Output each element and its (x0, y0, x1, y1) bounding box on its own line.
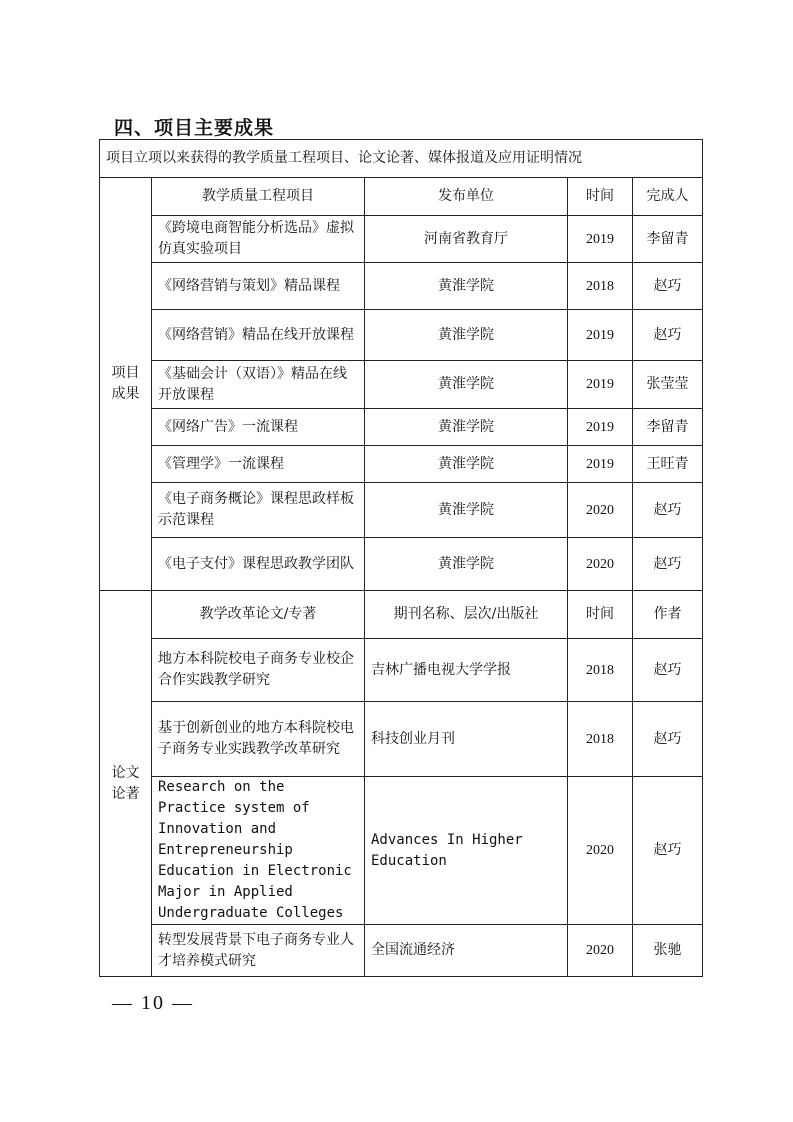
project-person: 王旺青 (633, 446, 703, 483)
table-row (100, 310, 703, 361)
paper-author: 赵巧 (633, 639, 703, 702)
project-year: 2020 (568, 538, 633, 591)
paper-title: 基于创新创业的地方本科院校电子商务专业实践教学改革研究 (152, 702, 365, 777)
project-year: 2020 (568, 483, 633, 538)
paper-year: 2018 (568, 639, 633, 702)
project-year: 2019 (568, 446, 633, 483)
paper-title: 地方本科院校电子商务专业校企合作实践教学研究 (152, 639, 365, 702)
project-unit: 黄淮学院 (365, 538, 568, 591)
header-unit: 发布单位 (365, 178, 568, 216)
project-person: 赵巧 (633, 483, 703, 538)
project-person: 赵巧 (633, 310, 703, 361)
table-row (100, 777, 703, 925)
section2-label: 论文 论著 (100, 591, 152, 977)
project-person: 赵巧 (633, 538, 703, 591)
header-author: 作者 (633, 591, 703, 639)
project-person: 李留青 (633, 409, 703, 446)
header-time: 时间 (568, 178, 633, 216)
project-person: 赵巧 (633, 263, 703, 310)
table-row (100, 446, 703, 483)
table-row (100, 483, 703, 538)
project-title: 《网络营销》精品在线开放课程 (152, 310, 365, 361)
section-heading: 四、项目主要成果 (114, 117, 275, 139)
header-paper: 教学改革论文/专著 (152, 591, 365, 639)
project-title: 《电子支付》课程思政教学团队 (152, 538, 365, 591)
paper-year: 2018 (568, 702, 633, 777)
paper-title: Research on the Practice system of Innovation and Entrepreneurship Education in Electronic Major in Applied Undergraduate Colleges (152, 777, 365, 925)
paper-author: 赵巧 (633, 702, 703, 777)
paper-journal: Advances In Higher Education (365, 777, 568, 925)
project-title: 《管理学》一流课程 (152, 446, 365, 483)
intro-row (100, 140, 703, 178)
project-unit: 黄淮学院 (365, 409, 568, 446)
paper-author: 赵巧 (633, 777, 703, 925)
project-title: 《基础会计（双语）》精品在线开放课程 (152, 361, 365, 409)
paper-journal: 科技创业月刊 (365, 702, 568, 777)
project-unit: 河南省教育厅 (365, 216, 568, 263)
table-row (100, 409, 703, 446)
project-title: 《网络营销与策划》精品课程 (152, 263, 365, 310)
intro-text: 项目立项以来获得的教学质量工程项目、论文论著、媒体报道及应用证明情况 (100, 140, 703, 178)
project-unit: 黄淮学院 (365, 310, 568, 361)
section2-header-row (100, 591, 703, 639)
page-number: — 10 — (112, 992, 194, 1014)
project-year: 2019 (568, 361, 633, 409)
header-time: 时间 (568, 591, 633, 639)
table-row (100, 639, 703, 702)
header-journal: 期刊名称、层次/出版社 (365, 591, 568, 639)
project-year: 2019 (568, 409, 633, 446)
table-row (100, 361, 703, 409)
paper-author: 张驰 (633, 925, 703, 977)
table-row (100, 263, 703, 310)
project-unit: 黄淮学院 (365, 483, 568, 538)
section1-header-row (100, 178, 703, 216)
project-person: 李留青 (633, 216, 703, 263)
section1-label: 项目 成果 (100, 178, 152, 591)
paper-journal: 吉林广播电视大学学报 (365, 639, 568, 702)
project-unit: 黄淮学院 (365, 263, 568, 310)
project-unit: 黄淮学院 (365, 361, 568, 409)
table-row (100, 538, 703, 591)
header-person: 完成人 (633, 178, 703, 216)
paper-title: 转型发展背景下电子商务专业人才培养模式研究 (152, 925, 365, 977)
paper-year: 2020 (568, 777, 633, 925)
project-title: 《跨境电商智能分析选品》虚拟仿真实验项目 (152, 216, 365, 263)
table-row (100, 925, 703, 977)
paper-year: 2020 (568, 925, 633, 977)
project-person: 张莹莹 (633, 361, 703, 409)
project-title: 《电子商务概论》课程思政样板示范课程 (152, 483, 365, 538)
achievements-table (99, 139, 703, 977)
project-year: 2019 (568, 310, 633, 361)
project-unit: 黄淮学院 (365, 446, 568, 483)
project-year: 2019 (568, 216, 633, 263)
paper-journal: 全国流通经济 (365, 925, 568, 977)
project-title: 《网络广告》一流课程 (152, 409, 365, 446)
header-project: 教学质量工程项目 (152, 178, 365, 216)
table-row (100, 702, 703, 777)
table-row (100, 216, 703, 263)
project-year: 2018 (568, 263, 633, 310)
